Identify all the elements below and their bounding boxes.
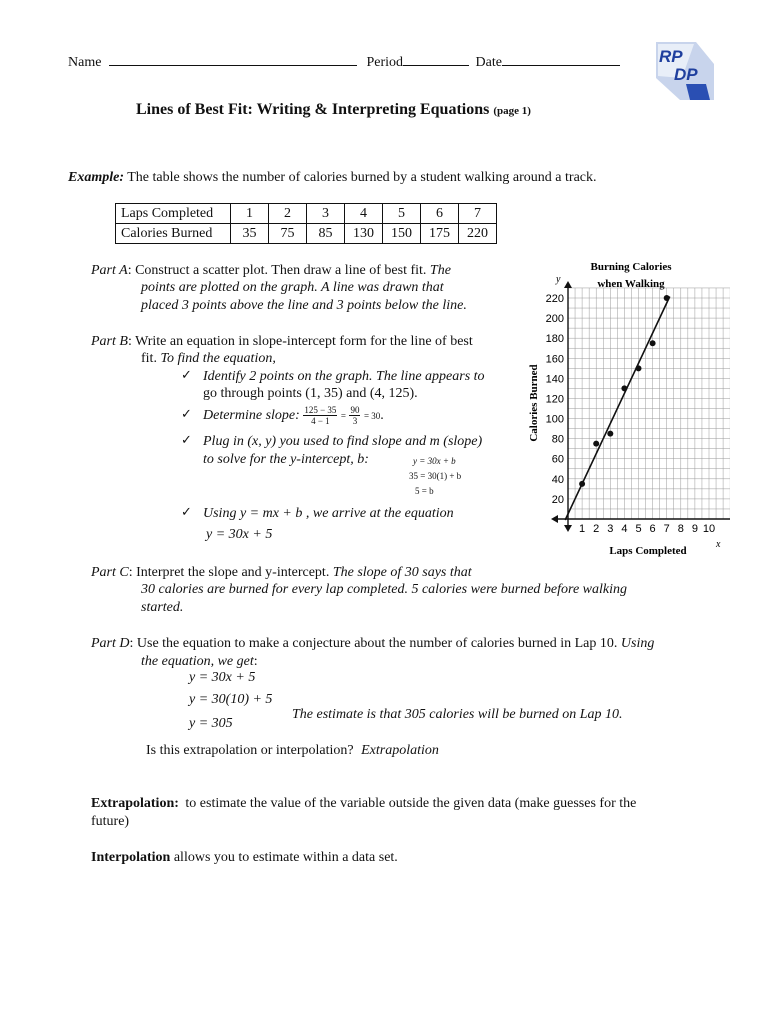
- y-tick-label: 60: [551, 453, 564, 466]
- date-label: Date: [475, 55, 502, 70]
- data-point: [579, 481, 585, 487]
- part-b-line1: [91, 334, 473, 350]
- period-field[interactable]: [403, 53, 469, 66]
- part-b-text2-italic: To find the equation,: [160, 351, 276, 366]
- x-tick-label: 8: [677, 523, 684, 535]
- y-axis-arrow-down-icon: [564, 525, 572, 532]
- example-text: The table shows the number of calories burned by a student walking around a track.: [127, 170, 597, 185]
- table-cell: 85: [307, 224, 345, 244]
- slope-equals: =: [340, 411, 346, 421]
- y-axis-arrow-icon: [564, 281, 572, 288]
- table-cell: 7: [459, 204, 497, 224]
- table-cell: 150: [383, 224, 421, 244]
- y-axis-label: Calories Burned: [528, 364, 540, 442]
- x-tick-label: 10: [702, 523, 716, 535]
- y-tick-label: 100: [545, 413, 564, 426]
- y-tick-label: 120: [545, 393, 564, 406]
- page-title-sub: (page 1): [493, 105, 531, 117]
- part-d-answer1: Using: [620, 636, 655, 651]
- interpolation-text: allows you to estimate within a data set.: [173, 850, 398, 865]
- part-c-answer2: 30 calories are burned for every lap completed. 5 calories were burned before walking: [141, 582, 628, 597]
- example-lead: Example:: [68, 170, 124, 185]
- part-d-eq3: y = 305: [189, 716, 233, 731]
- data-point: [664, 295, 670, 301]
- slope-end: .: [380, 408, 384, 423]
- table-cell: 175: [421, 224, 459, 244]
- x-axis-letter: x: [716, 539, 721, 550]
- part-d-line1: [91, 636, 654, 652]
- data-point: [593, 441, 599, 447]
- x-tick-label: 9: [691, 523, 698, 535]
- page-title-main: Lines of Best Fit: Writing & Interpreting Equations: [136, 101, 490, 118]
- slope-denominator-1: 4 − 1: [311, 416, 330, 427]
- x-tick-label: 2: [593, 523, 600, 535]
- part-c-line1: [91, 565, 472, 581]
- logo-letters-bottom: DP: [674, 65, 698, 84]
- table-cell: 1: [231, 204, 269, 224]
- scatter-chart: [520, 255, 730, 560]
- chart-title-line2: when Walking: [597, 278, 665, 290]
- slope-fraction-2: [349, 405, 360, 426]
- part-a-text: : Construct a scatter plot. Then draw a line of best fit.: [127, 263, 427, 278]
- part-c-answer1: The slope of 30 says that: [332, 565, 472, 580]
- work-line-3: 5 = b: [415, 486, 434, 496]
- part-b-line2: [141, 351, 276, 367]
- date-field[interactable]: [502, 53, 620, 66]
- part-d-answer2: the equation, we get: [141, 654, 254, 669]
- x-tick-label: 1: [579, 523, 586, 535]
- slope-numerator-2: 90: [350, 405, 360, 416]
- part-d-question: Is this extrapolation or interpolation?: [146, 743, 354, 758]
- table-cell: 35: [231, 224, 269, 244]
- data-point: [607, 431, 613, 437]
- part-d-eq1: y = 30x + 5: [189, 670, 256, 685]
- part-a-line1: [91, 263, 451, 279]
- part-a-answer2: points are plotted on the graph. A line was drawn that: [141, 280, 444, 295]
- slope-fraction-1: [303, 405, 337, 426]
- part-b-step1a: Identify 2 points on the graph. The line appears to: [203, 369, 485, 384]
- x-tick-label: 6: [649, 523, 656, 535]
- part-d-line2: [141, 654, 258, 670]
- part-b-step2: Determine slope:: [203, 408, 300, 423]
- work-line-1: y = 30x + b: [413, 456, 456, 466]
- part-b-step3a: Plug in (x, y) you used to find slope and m (slope): [203, 434, 483, 449]
- part-a-answer1: The: [429, 263, 451, 278]
- x-tick-label: 7: [663, 523, 670, 535]
- chart-title-line1: Burning Calories: [590, 261, 672, 273]
- part-d-colon: :: [253, 654, 258, 669]
- extrapolation-text2: future): [91, 814, 130, 829]
- header-row: [68, 53, 620, 71]
- slope-numerator-1: 125 − 35: [304, 405, 337, 416]
- table-cell: 3: [307, 204, 345, 224]
- check-icon: ✓: [181, 433, 192, 448]
- part-b-equation: y = 30x + 5: [206, 527, 273, 542]
- slope-denominator-2: 3: [352, 416, 358, 427]
- y-axis-letter: y: [556, 274, 561, 285]
- extrapolation-def: [91, 796, 636, 812]
- period-label: Period: [366, 55, 403, 70]
- table-cell: 220: [459, 224, 497, 244]
- part-d-text: : Use the equation to make a conjecture about the number of calories burned in Lap 10.: [129, 636, 618, 651]
- y-tick-label: 220: [545, 293, 564, 305]
- table-row: [116, 204, 497, 224]
- part-d-estimate: The estimate is that 305 calories will be burned on Lap 10.: [292, 707, 623, 722]
- part-c-answer3: started.: [141, 600, 184, 615]
- chart-grid: [568, 288, 730, 519]
- part-b-step1b: go through points (1, 35) and (4, 125).: [203, 386, 418, 401]
- part-d-eq2: y = 30(10) + 5: [189, 692, 273, 707]
- page-title: [136, 101, 531, 119]
- table-cell: 75: [269, 224, 307, 244]
- part-d-question-line: [146, 743, 439, 759]
- y-tick-label: 20: [551, 493, 564, 506]
- data-point: [621, 385, 627, 391]
- x-axis-arrow-left-icon: [551, 515, 558, 523]
- y-tick-label: 180: [545, 333, 564, 346]
- part-b-step2-row: [203, 404, 384, 428]
- part-d-label: Part D: [91, 636, 130, 651]
- part-b-text2: fit.: [141, 351, 157, 366]
- y-tick-label: 40: [551, 473, 564, 486]
- y-tick-label: 200: [545, 313, 564, 326]
- data-point: [650, 340, 656, 346]
- y-tick-label: 80: [551, 433, 564, 446]
- data-table: [115, 203, 497, 244]
- part-b-step4: Using y = mx + b , we arrive at the equation: [203, 506, 454, 521]
- extrapolation-term: Extrapolation:: [91, 796, 179, 811]
- x-tick-label: 5: [635, 523, 642, 535]
- y-tick-label: 140: [545, 373, 564, 386]
- table-cell: 5: [383, 204, 421, 224]
- row-header: Laps Completed: [116, 204, 231, 224]
- example-line: [68, 170, 597, 186]
- data-point: [636, 365, 642, 371]
- name-field[interactable]: [109, 53, 357, 66]
- check-icon: ✓: [181, 368, 192, 383]
- x-tick-label: 3: [607, 523, 614, 535]
- part-a-answer3: placed 3 points above the line and 3 points below the line.: [141, 298, 467, 313]
- x-axis-label: Laps Completed: [609, 545, 687, 557]
- table-cell: 2: [269, 204, 307, 224]
- logo-letters-top: RP: [659, 47, 683, 66]
- table-cell: 6: [421, 204, 459, 224]
- part-b-step3b: to solve for the y-intercept, b:: [203, 452, 369, 467]
- slope-result: = 30: [363, 411, 381, 421]
- part-c-label: Part C: [91, 565, 129, 580]
- interpolation-term: Interpolation: [91, 850, 171, 865]
- part-a-label: Part A: [91, 263, 128, 278]
- interpolation-def: [91, 850, 398, 866]
- rpdp-logo: [652, 38, 720, 104]
- check-icon: ✓: [181, 505, 192, 520]
- table-cell: 4: [345, 204, 383, 224]
- x-tick-label: 4: [621, 523, 628, 535]
- check-icon: ✓: [181, 407, 192, 422]
- y-tick-label: 160: [545, 353, 564, 366]
- work-line-2: 35 = 30(1) + b: [409, 471, 462, 481]
- part-c-text: : Interpret the slope and y-intercept.: [128, 565, 330, 580]
- name-label: Name: [68, 55, 102, 70]
- table-row: [116, 224, 497, 244]
- part-b-label: Part B: [91, 334, 128, 349]
- table-cell: 130: [345, 224, 383, 244]
- part-b-text1: : Write an equation in slope-intercept form for the line of best: [127, 334, 473, 349]
- extrapolation-text1: to estimate the value of the variable outside the given data (make guesses for the: [185, 796, 637, 811]
- row-header: Calories Burned: [116, 224, 231, 244]
- part-d-question-answer: Extrapolation: [361, 743, 439, 758]
